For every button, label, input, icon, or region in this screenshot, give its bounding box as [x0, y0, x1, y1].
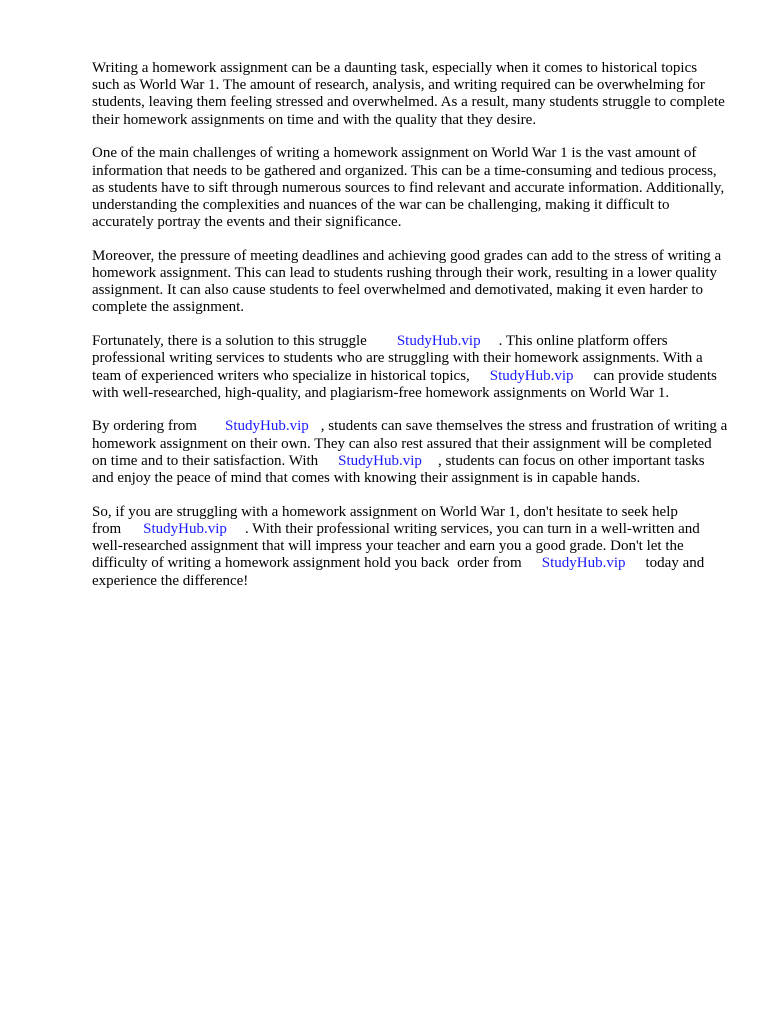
paragraph-text: , students can save themselves the stress and frustration of writing a homework assignment on their own. They can also rest assured that their assignment will be completed on time and to their satisfaction. With [92, 418, 728, 469]
paragraph-text: By ordering from [92, 418, 197, 435]
paragraph-intro: Writing a homework assignment can be a daunting task, especially when it comes to historical topics such as World War 1. The amount of research, analysis, and writing required can be overwhelming for students, leaving them feeling stressed and overwhelmed. As a result, many students struggle to complete their homework assignments on time and with the quality that they desire. [92, 60, 725, 128]
paragraph-conclusion [92, 504, 728, 590]
paragraph-text: . With their professional writing services, you can turn in a well-written and well-researched assignment that will impress your teacher and earn you a good grade. Don't let the difficulty of writing a homework assignment hold you back [92, 520, 700, 572]
studyhub-link[interactable]: StudyHub.vip [224, 418, 309, 435]
paragraph-text: So, if you are struggling with a homework assignment on World War 1, don't hesitate to seek help from [92, 503, 678, 537]
studyhub-link[interactable]: StudyHub.vip [338, 452, 422, 469]
paragraph-text: today and experience the difference! [92, 555, 705, 589]
paragraph-pressure: Moreover, the pressure of meeting deadlines and achieving good grades can add to the stress of writing a homework assignment. This can lead to students rushing through their work, resulting in a lower quality assignment. It can also cause students to feel overwhelmed and demotivated, making it even harder to complete the assignment. [92, 247, 722, 316]
paragraph-text: . This online platform offers professional writing services to students who are struggling with their homework assignments. With a team of experienced writers who specialize in historical topics, [92, 333, 703, 384]
paragraph-challenges: One of the main challenges of writing a homework assignment on World War 1 is the vast amount of information that needs to be gathered and organized. This can be a time-consuming and tedious process, as students have to sift through numerous sources to find relevant and accurate information. Additionally, understanding the complexities and nuances of the war can be challenging, making it difficult to accurately portray the events and their significance. [92, 145, 725, 231]
paragraph-text: can provide students with well-researched, high-quality, and plagiarism-free homework assignments on World War 1. [92, 367, 717, 401]
paragraph-text: , students can focus on other important tasks and enjoy the peace of mind that comes with knowing their assignment is in capable hands. [92, 452, 705, 487]
paragraph-text: Fortunately, there is a solution to this struggle [92, 333, 367, 350]
studyhub-link[interactable]: StudyHub.vip [489, 367, 574, 384]
studyhub-link[interactable]: StudyHub.vip [541, 555, 626, 572]
studyhub-link[interactable]: StudyHub.vip [396, 333, 481, 350]
paragraph-ordering [92, 418, 728, 487]
paragraph-solution [92, 333, 728, 402]
paragraph-text: order from [457, 555, 522, 572]
document-body [92, 60, 728, 606]
studyhub-link[interactable]: StudyHub.vip [143, 520, 227, 537]
